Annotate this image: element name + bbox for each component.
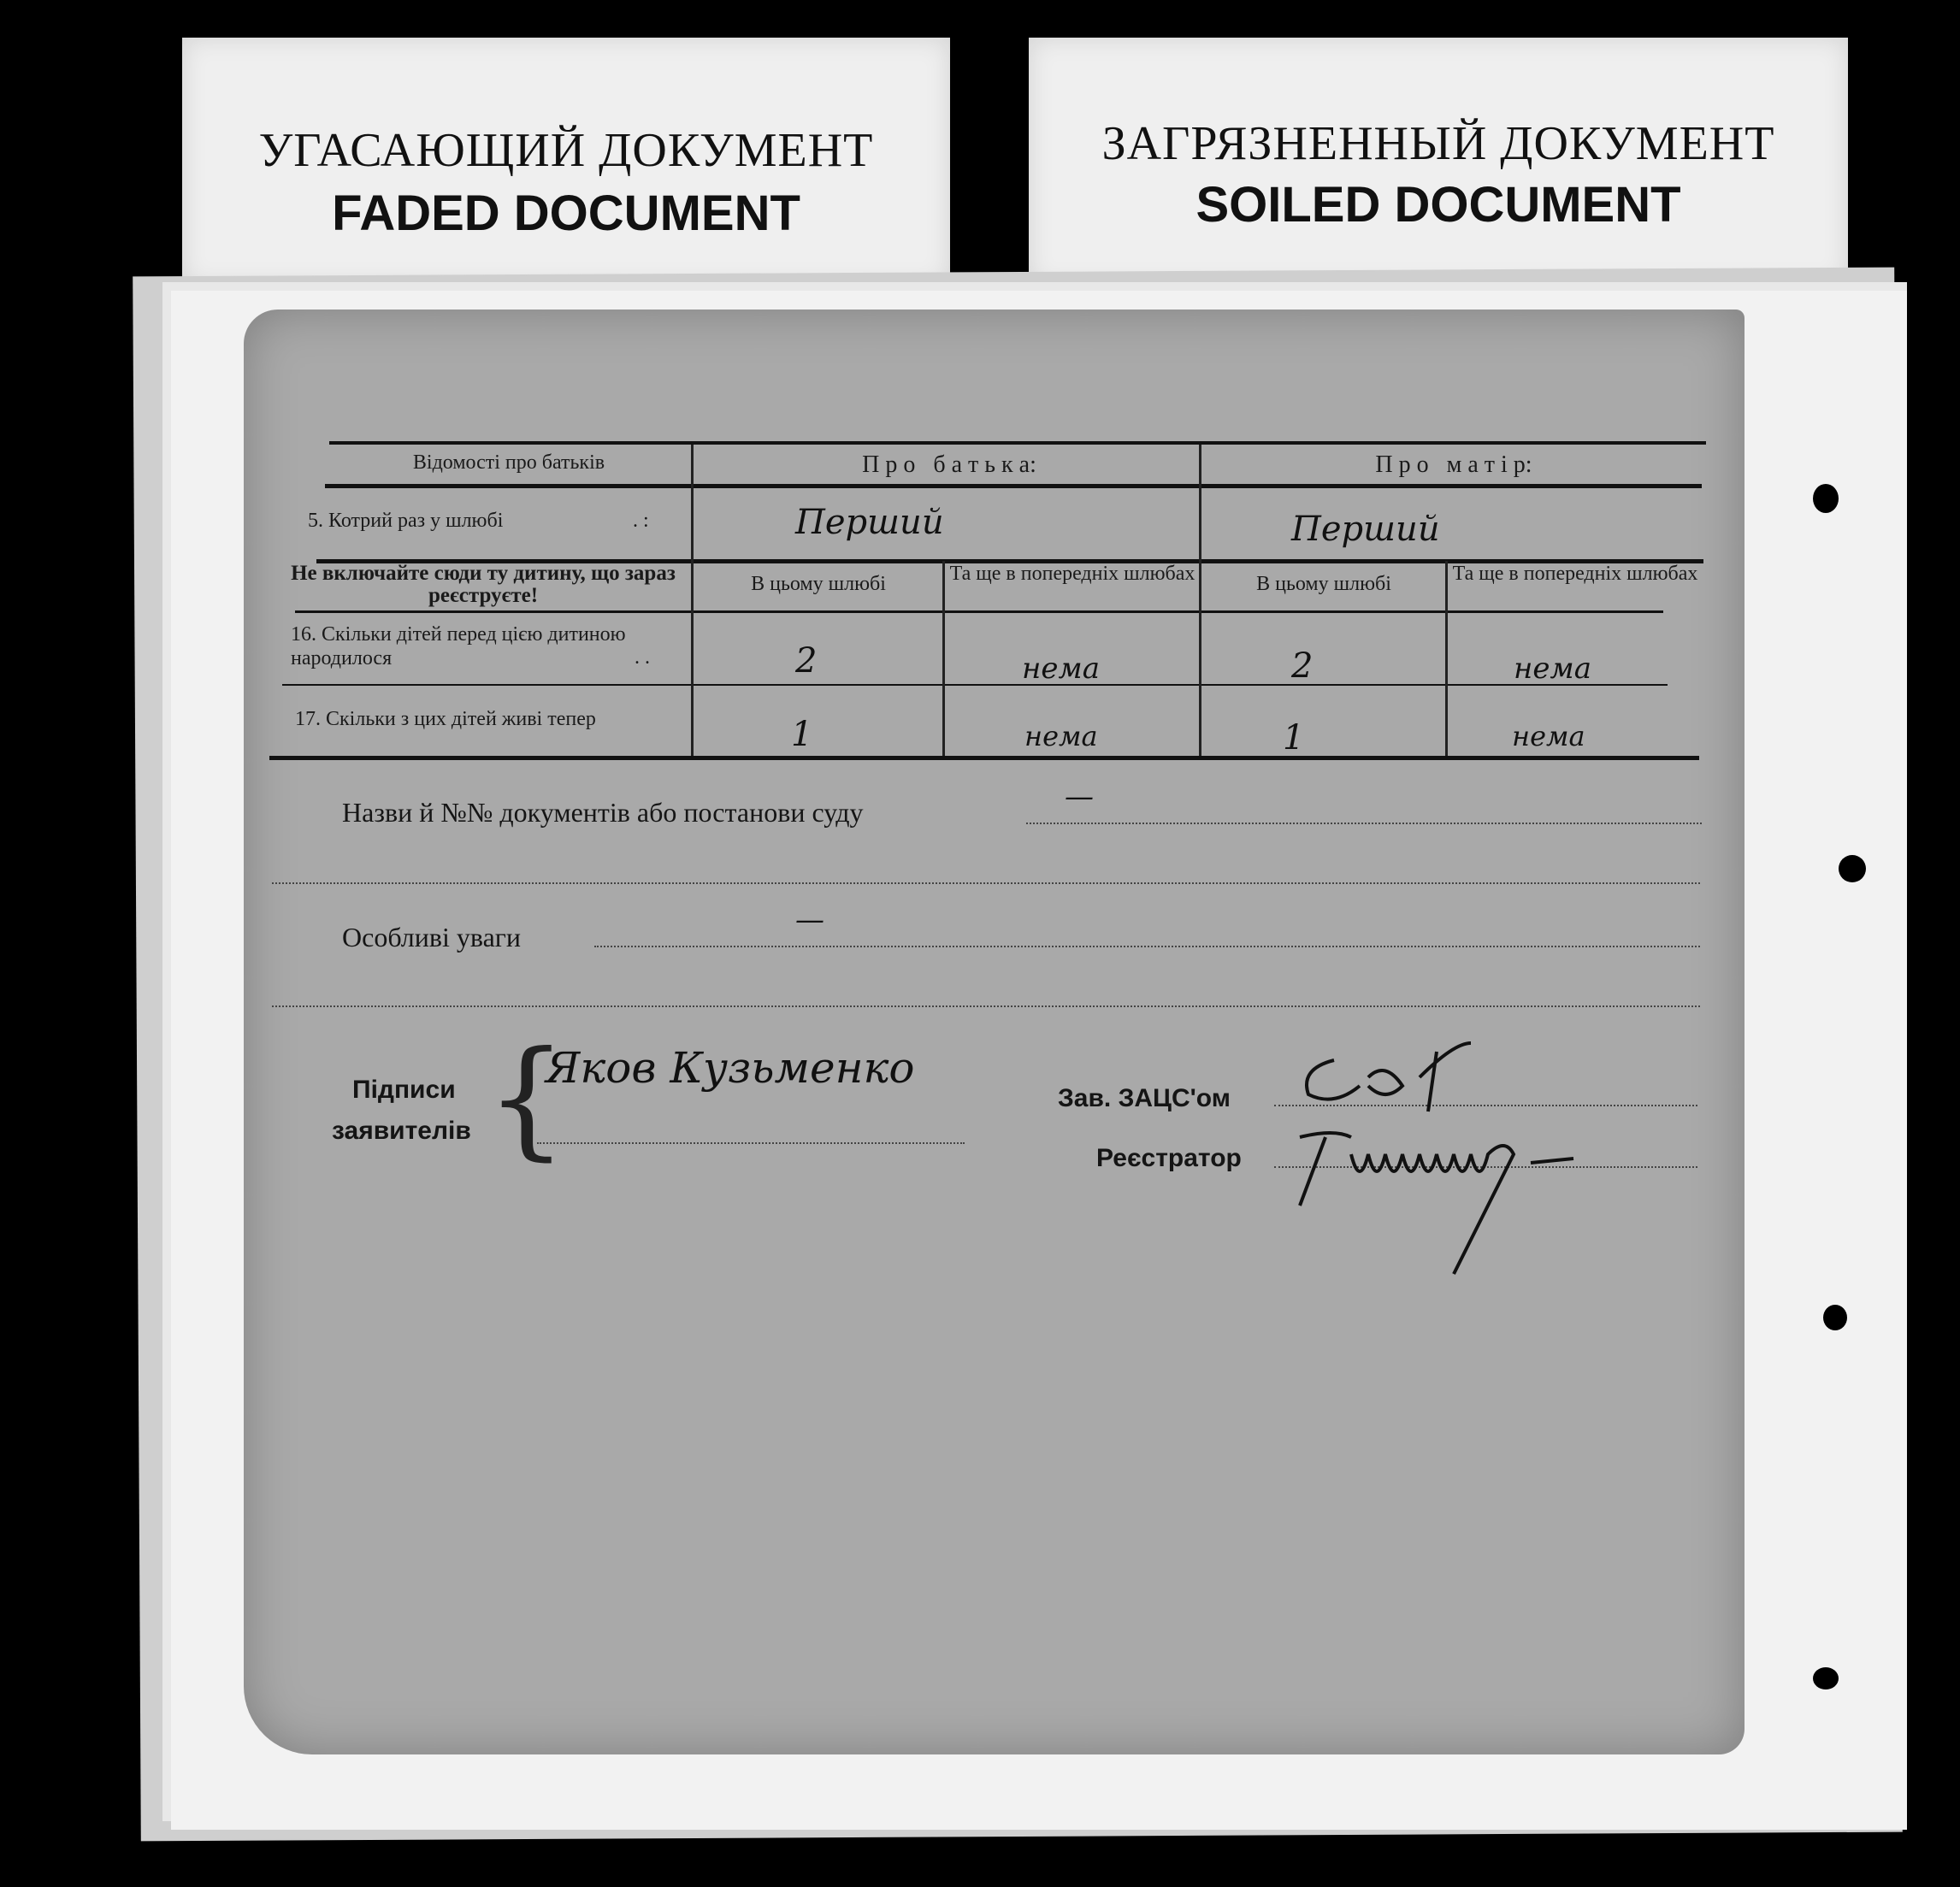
documents-dotted-line <box>1026 823 1702 824</box>
applicant-signature-line <box>537 1142 965 1144</box>
subheader-this-marriage-father: В цьому шлюбі <box>751 573 886 595</box>
table-top-rule <box>329 441 1706 445</box>
table-divider <box>1445 561 1448 756</box>
table-rule <box>295 610 1663 613</box>
row17-father-prev: нема <box>1024 720 1098 752</box>
signatures-label-1: Підписи <box>352 1076 456 1104</box>
head-signature <box>1283 1026 1505 1120</box>
documents-label: Назви й №№ документів або постанови суду <box>342 797 864 828</box>
soiled-label-en: SOILED DOCUMENT <box>1195 177 1681 233</box>
table-rule <box>282 684 1668 686</box>
subheader-prev-mother: Та ще в попередніх шлюбах <box>1452 563 1698 585</box>
documents-value: — <box>1065 780 1094 814</box>
registrar-label: Реєстратор <box>1096 1144 1242 1172</box>
remarks-value: — <box>795 903 824 937</box>
header-mother: П р о м а т і р: <box>1375 451 1532 478</box>
row15-mother-value: Перший <box>1291 510 1440 549</box>
remarks-label: Особливі уваги <box>342 922 522 952</box>
remarks-dotted-line <box>594 946 1700 947</box>
table-divider <box>942 561 945 756</box>
soiled-document-card <box>1029 38 1848 286</box>
faded-label-en: FADED DOCUMENT <box>332 186 800 241</box>
row15-dots: . : <box>633 510 649 532</box>
signatures-label-2: заявителів <box>332 1117 471 1145</box>
registrar-signature <box>1283 1120 1693 1283</box>
row17-label: 17. Скільки з цих дітей живі тепер <box>295 708 596 730</box>
row16-mother-prev: нема <box>1514 652 1591 686</box>
subheader-prev-father: Та ще в попередніх шлюбах <box>949 563 1195 585</box>
applicant-signature: Яков Кузьменко <box>546 1043 915 1093</box>
faded-document-card <box>182 38 950 286</box>
row16-mother-this: 2 <box>1291 646 1314 686</box>
row15-label: 5. Котрий раз у шлюбі <box>308 510 504 532</box>
subheader-this-marriage-mother: В цьому шлюбі <box>1256 573 1391 595</box>
table-rule <box>325 484 1702 488</box>
row17-mother-prev: нема <box>1512 720 1585 752</box>
table-divider <box>691 445 694 756</box>
row16-father-this: 2 <box>795 641 818 681</box>
row15-father-value: Перший <box>795 503 944 542</box>
table-divider <box>1199 445 1201 756</box>
row17-father-this: 1 <box>791 715 813 754</box>
punch-hole <box>1813 1667 1839 1689</box>
punch-hole <box>1823 1305 1847 1330</box>
punch-hole <box>1839 855 1866 882</box>
signatures-brace: { <box>486 1024 568 1173</box>
header-parents-info: Відомості про батьків <box>412 451 605 474</box>
documents-dotted-line-2 <box>272 882 1700 884</box>
row16-dots: . . <box>635 646 650 669</box>
remarks-dotted-line-2 <box>272 1005 1700 1007</box>
head-label: Зав. ЗАЦС'ом <box>1058 1084 1231 1112</box>
header-father: П р о б а т ь к а: <box>862 451 1036 478</box>
row17-mother-this: 1 <box>1283 718 1305 758</box>
punch-hole <box>1813 484 1839 513</box>
row16-father-prev: нема <box>1022 652 1100 686</box>
subheader-note: Не включайте сюди ту дитину, що зараз реєструєте! <box>291 562 676 607</box>
table-bottom-rule <box>269 756 1699 760</box>
soiled-label-ru: ЗАГРЯЗНЕННЫЙ ДОКУМЕНТ <box>1101 117 1775 170</box>
row16-label: 16. Скільки дітей перед цією дитиною народилося <box>291 623 626 669</box>
faded-label-ru: УГАСАЮЩИЙ ДОКУМЕНТ <box>258 124 874 177</box>
